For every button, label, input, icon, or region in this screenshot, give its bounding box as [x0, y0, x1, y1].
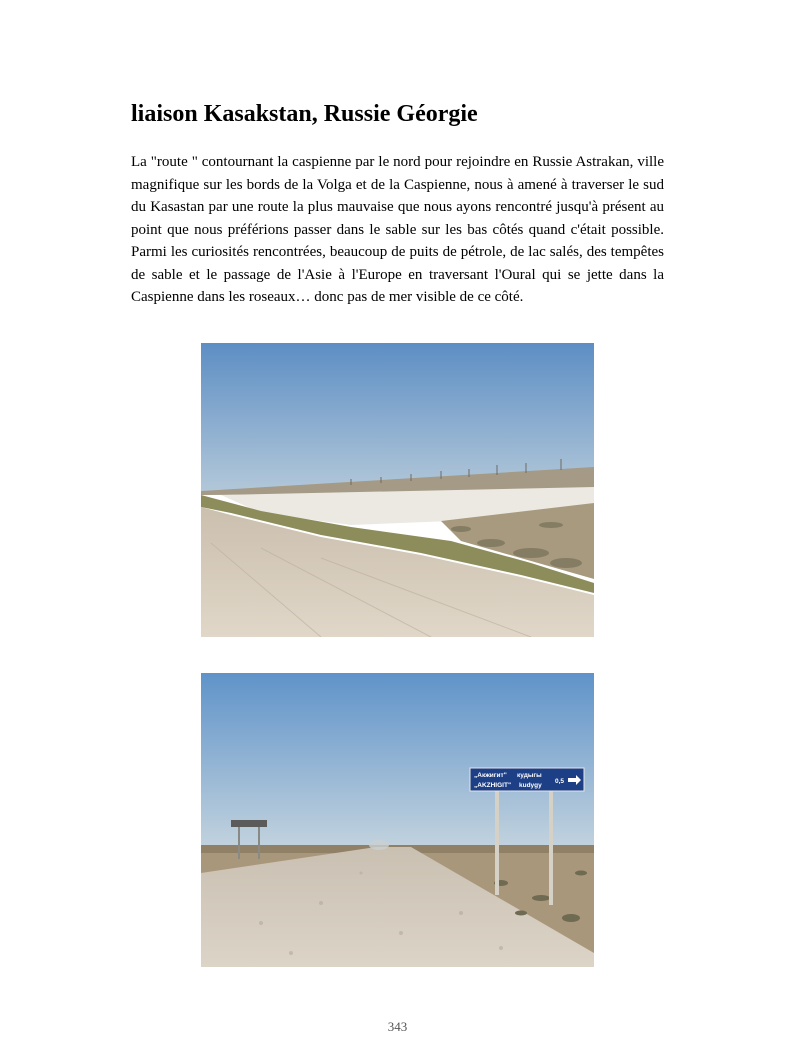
gravel-road-sign-photo: [201, 673, 594, 967]
sign-line1-left: „Акжигит": [474, 772, 507, 779]
road-sign: [470, 768, 584, 791]
body-paragraph: La "route " contournant la caspienne par le nord pour rejoindre en Russie Astrakan, ville magnifique sur les bords de la Volga et de la Caspienne, nous à amené à traverser le sud du Kasastan par une route la plus mauvaise que nous ayons rencontré jusqu'à présent au point que nous préférions passer dans le sable sur les bas côtés quand c'était possible. Parmi les curiosités rencontrées, beaucoup de puits de pétrole, de lac salés, des tempêtes de sable et le passage de l'Asie à l'Europe en traversant l'Oural qui se jette dans la Caspienne dans les roseaux… donc pas de mer visible de ce côté.: [131, 154, 664, 305]
sky: [201, 343, 594, 493]
sign-line2-right: kudygy: [519, 782, 542, 789]
sign-line1-right: кудыгы: [517, 772, 542, 779]
salt-lake-road-photo: [201, 343, 594, 637]
page-title: liaison Kasakstan, Russie Géorgie: [131, 101, 478, 127]
page-number: 343: [387, 1019, 408, 1034]
sign-distance: 0,5: [555, 778, 565, 785]
sign-line2-left: „AKZHIGIT": [474, 782, 512, 789]
